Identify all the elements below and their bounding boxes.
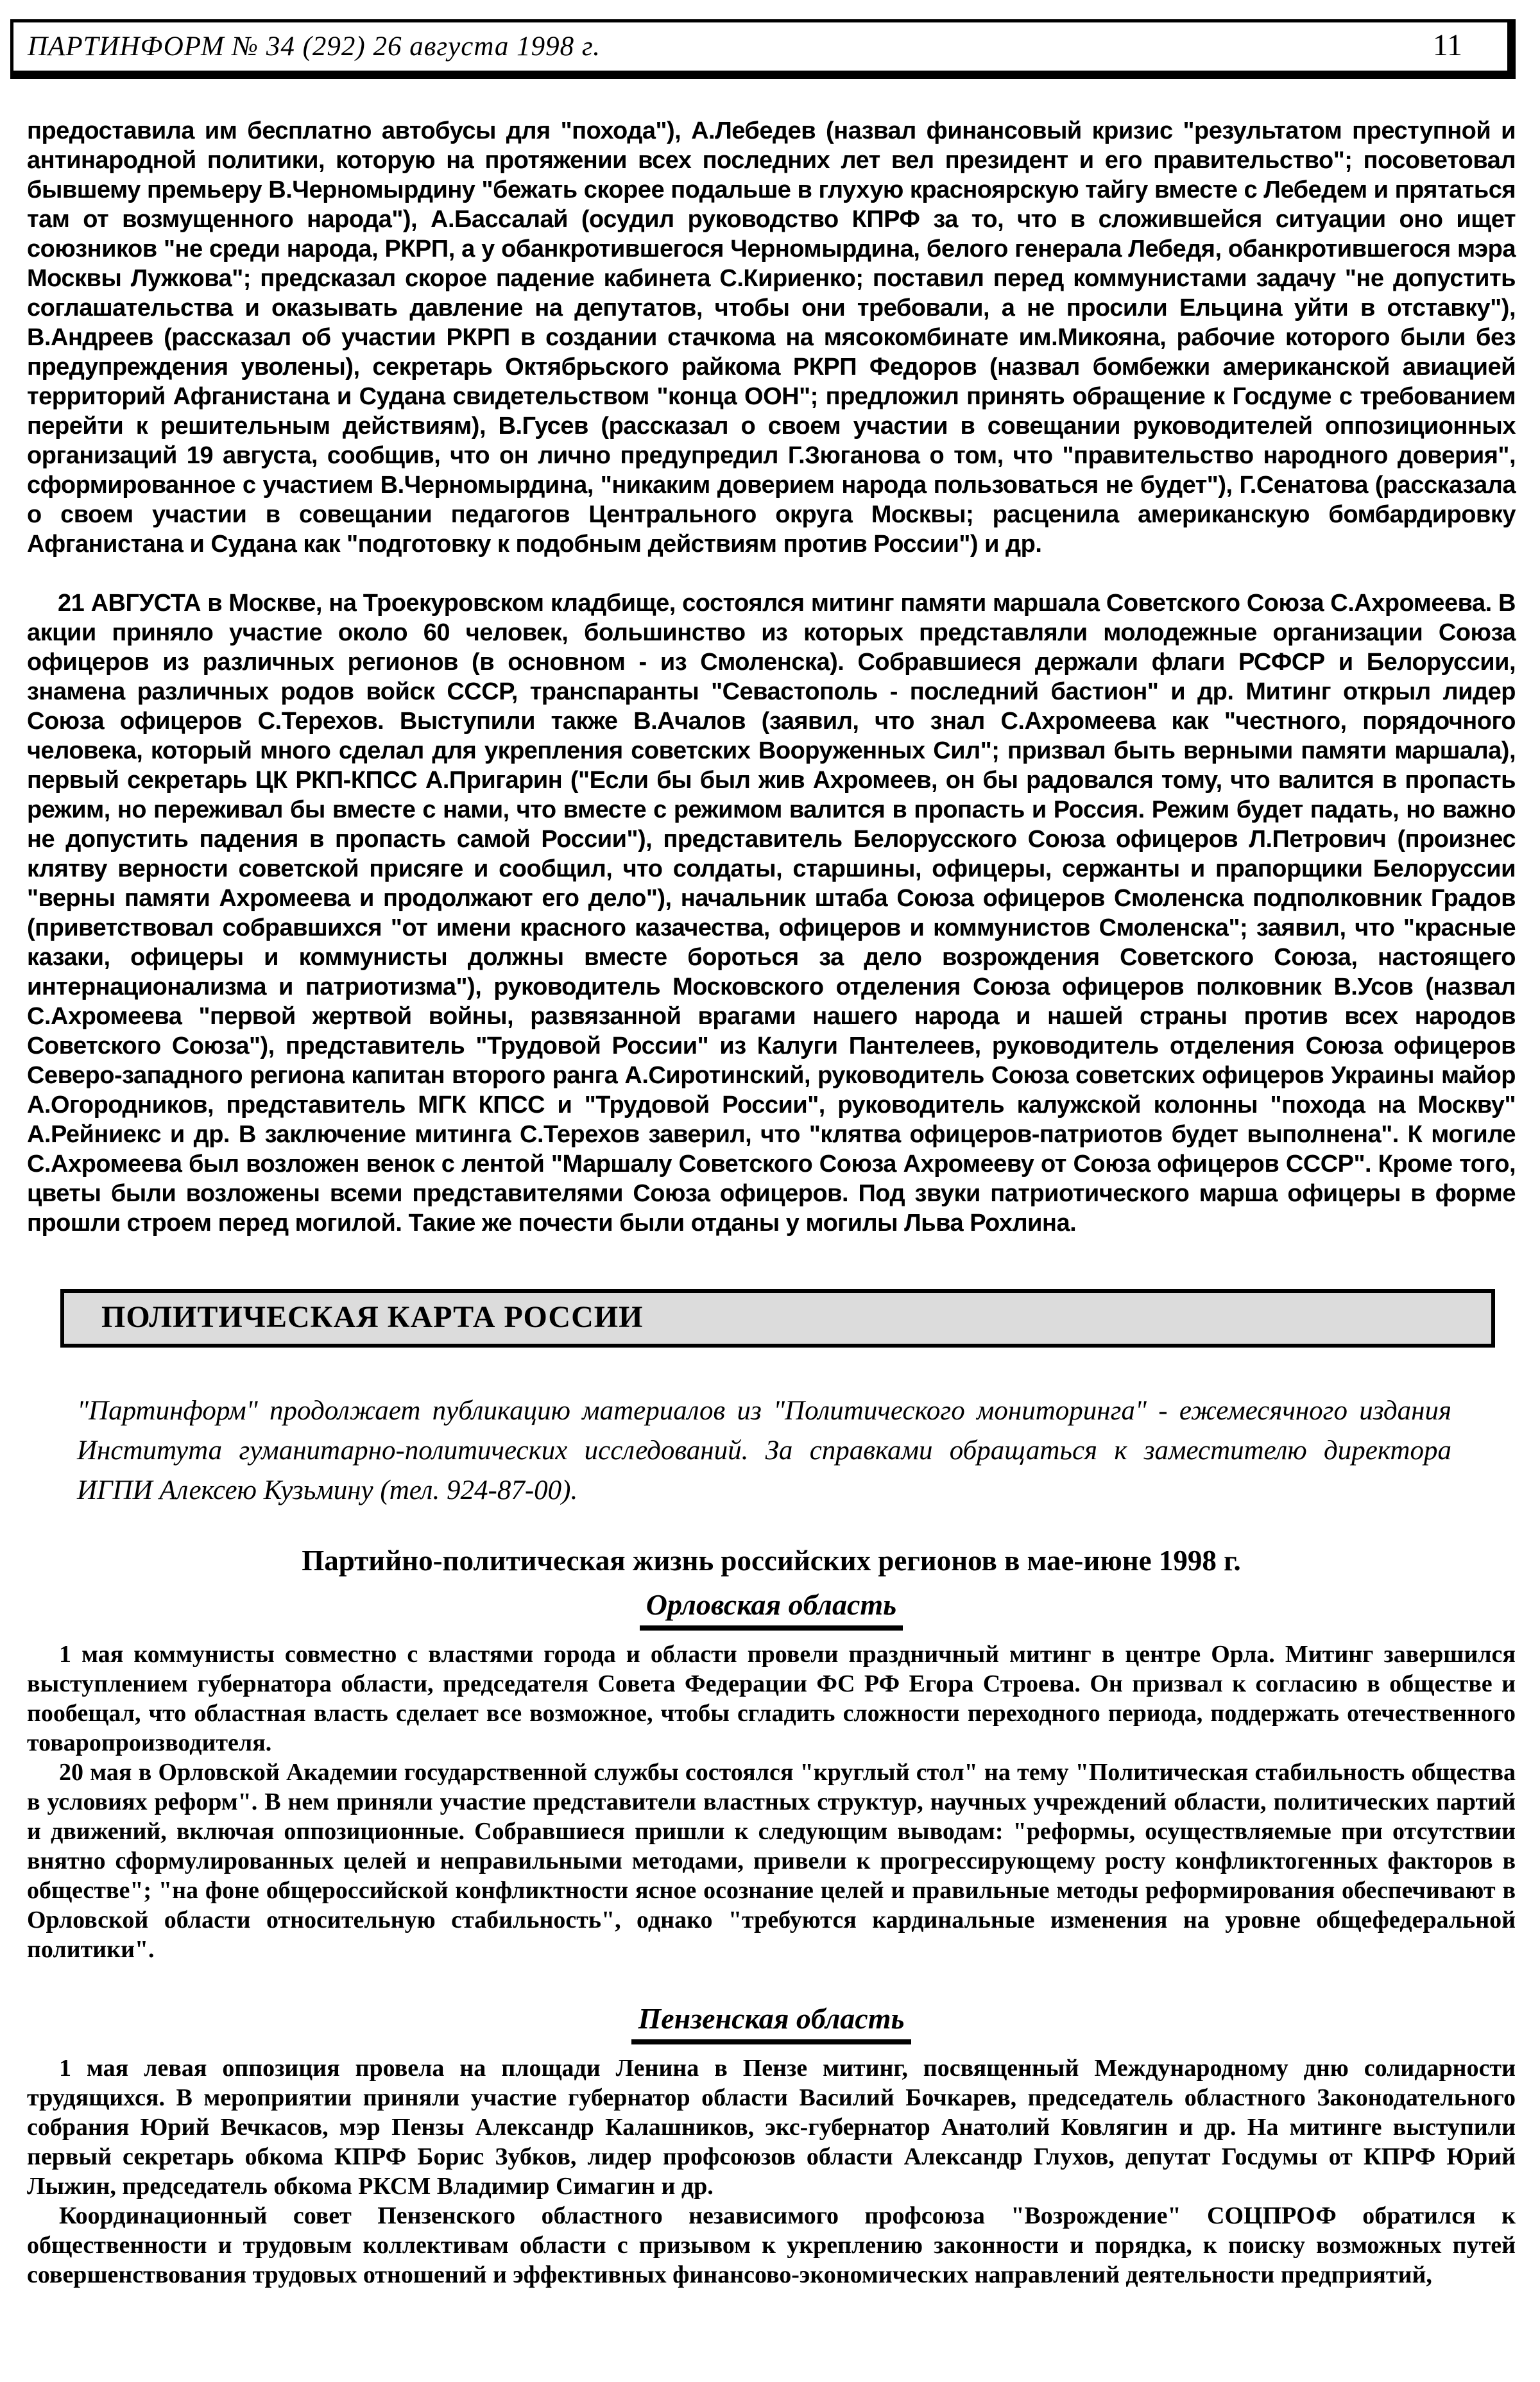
section-editorial-note: "Партинформ" продолжает публикацию материалов из "Политического мониторинга" - ежемесячного издания Института гуманитарно-политических исследований. За справками обращаться к заместителю директора ИГПИ Алексею Кузьмину (тел. 924-87-00). xyxy=(77,1396,1451,1505)
news-date-lead: 21 АВГУСТА xyxy=(58,590,201,617)
news-paragraph-august-21 xyxy=(27,588,1516,1238)
region-orel-paragraph-2: 20 мая в Орловской Академии государственной службы состоялся "круглый стол" на тему "Политическая стабильность общества в условиях реформ". В нем приняли участие представители властных структур, научных учреждений области, политических партий и движений, включая оппозиционные. Собравшиеся пришли к следующим выводам: "реформы, осуществляемые при отсутствии внятно сформулированных целей и неправильными методами, привели к прогрессирующему росту конфликтогенных факторов в обществе"; "на фоне общероссийской конфликтности ясное осознание целей и правильные методы реформирования обеспечивают в Орловской области относительную стабильность", однако "требуются кардинальные изменения на уровне общефедеральной политики". xyxy=(27,1759,1516,1963)
section-banner xyxy=(60,1289,1495,1348)
region-title-penza: Пензенская область xyxy=(631,2001,911,2044)
section-heading: Партийно-политическая жизнь российских регионов в мае-июне 1998 г. xyxy=(302,1545,1241,1577)
news-paragraph-continuation: предоставила им бесплатно автобусы для "похода"), А.Лебедев (назвал финансовый кризис "результатом преступной и антинародной политики, которую на протяжении всех последних лет вел президент и его правительство"; посоветовал бывшему премьеру В.Черномырдину "бежать скорее подальше в глухую красноярскую тайгу вместе с Лебедем и прятаться там от возмущенного народа"), А.Бассалай (осудил руководство КПРФ за то, что в сложившейся ситуации оно ищет союзников "не среди народа, РКРП, а у обанкротившегося Черномырдина, белого генерала Лебедя, обанкротившегося мэра Москвы Лужкова"; предсказал скорое падение кабинета С.Кириенко; поставил перед коммунистами задачу "не допустить соглашательства и оказывать давление на депутатов, чтобы они требовали, а не просили Ельцина уйти в отставку"), В.Андреев (рассказал об участии РКРП в создании стачкома на мясокомбинате им.Микояна, рабочие которого были без предупреждения уволены), секретарь Октябрьского райкома РКРП Федоров (назвал бомбежки американской авиацией территорий Афганистана и Судана свидетельством "конца ООН"; предложил принять обращение к Госдуме с требованием перейти к решительным действиям), В.Гусев (рассказал о своем участии в совещании руководителей оппозиционных организаций 19 августа, сообщив, что он лично предупредил Г.Зюганова о том, что "правительство народного доверия", сформированное с участием В.Черномырдина, "никаким доверием народа пользоваться не будет"), Г.Сенатова (рассказала о своем участии в совещании педагогов Центрального округа Москвы; расценила американскую бомбардировку Афганистана и Судана как "подготовку к подобным действиям против России") и др. xyxy=(27,117,1516,558)
region-penza-paragraph-2: Координационный совет Пензенского областного независимого профсоюза "Возрождение" СОЦПРОФ обратился к общественности и трудовым коллективам области с призывом к укреплению законности и порядка, к поиску возможных путей совершенствования трудовых отношений и эффективных финансово-экономических направлений деятельности предприятий, xyxy=(27,2202,1516,2288)
region-penza-paragraph-1: 1 мая левая оппозиция провела на площади Ленина в Пензе митинг, посвященный Международному дню солидарности трудящихся. В мероприятии приняли участие губернатор области Василий Бочкарев, председатель областного Законодательного собрания Юрий Вечкасов, мэр Пензы Александр Калашников, экс-губернатор Анатолий Ковлягин и др. На митинге выступили первый секретарь обкома КПРФ Борис Зубков, лидер профсоюзов области Александр Глухов, депутат Госдумы от КПРФ Юрий Лыжин, председатель обкома РКСМ Владимир Симагин и др. xyxy=(27,2055,1516,2200)
page-body xyxy=(0,116,1540,2290)
header-title: ПАРТИНФОРМ № 34 (292) 26 августа 1998 г. xyxy=(28,31,601,62)
region-heading-orel-wrap xyxy=(27,1588,1516,1631)
region-orel-paragraph-1: 1 мая коммунисты совместно с властями города и области провели праздничный митинг в центре Орла. Митинг завершился выступлением губернатора области, председателя Совета Федерации ФС РФ Егора Строева. Он призвал к согласию в обществе и пообещал, что областная власть сделает все возможное, чтобы сгладить сложности переходного периода, поддержать отечественного товаропроизводителя. xyxy=(27,1641,1516,1756)
page-header xyxy=(10,19,1516,79)
section-banner-title: ПОЛИТИЧЕСКАЯ КАРТА РОССИИ xyxy=(101,1300,644,1334)
region-heading-penza-wrap xyxy=(27,2001,1516,2044)
header-page-number: 11 xyxy=(1432,28,1462,62)
news-paragraph-august-21-text: в Москве, на Троекуровском кладбище, состоялся митинг памяти маршала Советского Союза С.Ахромеева. В акции приняло участие около 60 человек, большинство из которых представляли молодежные организации Союза офицеров из различных регионов (в основном - из Смоленска). Собравшиеся держали флаги РСФСР и Белоруссии, знамена различных родов войск СССР, транспаранты "Севастополь - последний бастион" и др. Митинг открыл лидер Союза офицеров С.Терехов. Выступили также В.Ачалов (заявил, что знал С.Ахромеева как "честного, порядочного человека, который много сделал для укрепления советских Вооруженных Сил"; призвал быть верными памяти маршала), первый секретарь ЦК РКП-КПСС А.Пригарин ("Если бы был жив Ахромеев, он бы радовался тому, что валится в пропасть режим, но переживал бы вместе с нами, что вместе с режимом валится в пропасть и Россия. Режим будет падать, но важно не допустить падения в пропасть самой России"), представитель Белорусского Союза офицеров Л.Петрович (произнес клятву верности советской присяге и сообщил, что солдаты, старшины, офицеры, сержанты и прапорщики Белоруссии "верны памяти Ахромеева и продолжают его дело"), начальник штаба Союза офицеров Смоленска подполковник Градов (приветствовал собравшихся "от имени красного казачества, офицеров и коммунистов Смоленска"; заявил, что "красные казаки, офицеры и коммунисты должны вместе бороться за дело возрождения Советского Союза, настоящего интернационализма и патриотизма"), руководитель Московского отделения Союза офицеров полковник В.Усов (назвал С.Ахромеева "первой жертвой войны, развязанной врагами нашего народа и нашей страны против всех народов Советского Союза"), представитель "Трудовой России" из Калуги Пантелеев, руководитель отделения Союза офицеров Северо-западного региона капитан второго ранга А.Сиротинский, руководитель Союза советских офицеров Украины майор А.Огородников, представитель МГК КПСС и "Трудовой России", руководитель калужской колонны "похода на Москву" А.Рейниекс и др. В заключение митинга С.Терехов заверил, что "клятва офицеров-патриотов будет выполнена". К могиле С.Ахромеева был возложен венок с лентой "Маршалу Советского Союза Ахромееву от Союза офицеров СССР". Кроме того, цветы были возложены всеми представителями Союза офицеров. Под звуки патриотического марша офицеры в форме прошли строем перед могилой. Такие же почести были отданы у могилы Льва Рохлина. xyxy=(27,590,1516,1237)
region-title-orel: Орловская область xyxy=(640,1588,903,1631)
